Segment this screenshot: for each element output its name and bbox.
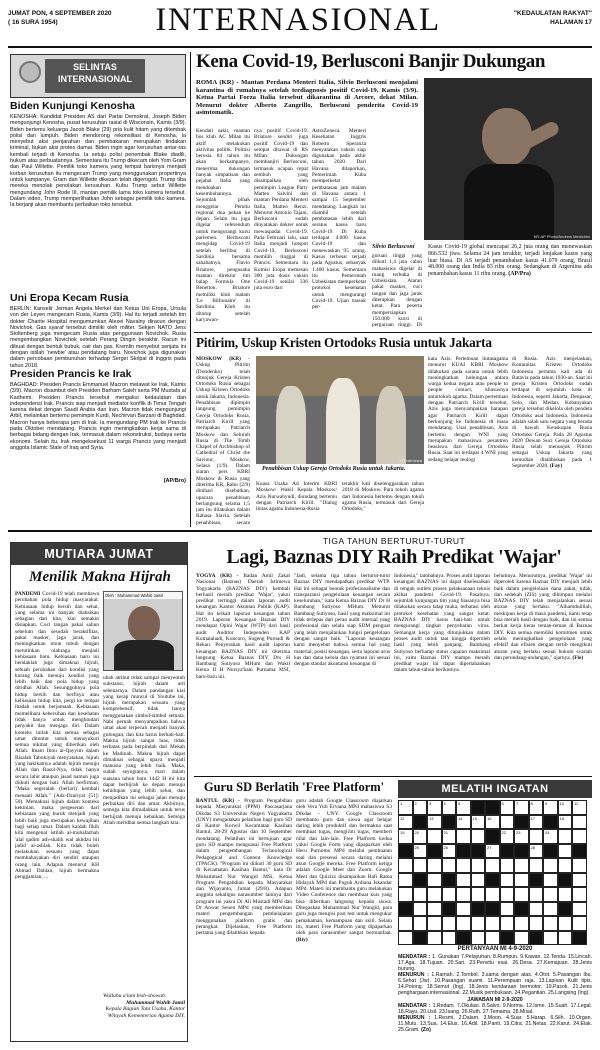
baznas-rule xyxy=(194,776,592,777)
masthead-page: HALAMAN 17 xyxy=(550,19,592,26)
mutiara-col-1 xyxy=(15,591,99,1039)
crossword-cell xyxy=(572,858,587,873)
crossword-cell xyxy=(572,887,587,902)
crossword-cell: 23 xyxy=(514,829,529,844)
selintas-body: BERLIN: Kanselir Jerman Angela Merkel dan Ketua Uni Eropa, Ursula von der Leyen mengecam Rusia, Kamis (3/9). Hal itu terjadi setelah tim dokter Charite Hospital mengumumkan Alexei Navalny diracun dengan Novichok. Gas syaraf tersebut dimiliki oleh militer. Sekjen NATO Jens Stoltenberg juga mengecam Rusia atas penggunaan Novichok. Rusia mengembangkan Novichok setelah Perang Dingin berakhir. Racun ini dibuat dengan bentuk bubuk, cair dan gas. Kremlin menyebut senjata ini dengan istilah 'newbie' atau pendatang baru. Novichok juga digunakan dalam percobaan pembunuhan terhadap Sergei Skripal di Inggris pada tahun 2018. xyxy=(10,306,186,368)
crossword-cell xyxy=(558,829,573,844)
baznas-dateline: YOGYA (KR) - xyxy=(196,573,239,579)
masthead xyxy=(8,2,592,44)
crossword-cell: 6 xyxy=(500,800,515,815)
mutiara-col-1-text: Covid-19 telah membawa perubahan pola hidup masyarakat. Kebiasaan hidup bersih dan sehat, yang selama ini banyak diabaikan sebagian dari kita, kini semakin disiapkan. Cuci tangan pakai sabun sebelum dan sesudah beraktifitas, pakai masker, jaga jarak, dan meningkatkan imun tubuh dengan merutinkan olahraga menjadi kebiasaan baru. Kebiasaan baru ini hendaklah juga dimaknai hijrah, sebuah perubahan dari kondisi yang kurang baik menuju kondisi yang lebih baik dan pola hidup yang diridhai Allah. Sesungguhnya pola hidup bersih dan berfisya atau kebiasaan hidup kita, pergi ke tempat ibadah untuk berjamaah. Kebiasaan memelihara kebersihan dan kesehatan tidak hanya untuk menghindari penyakit dan menjaga diri. Dalam konteks inilah kita semua sebagai umat dituntut untuk mensyukuri semua nikmat yang diberikan oleh Allah. Imam Ibnu al-Qayyim dalam Risalah Tabukiyah menyatakan, hijrah yang hakikatnya adalah hijrah menuju Allah dan Rasul-Nya, tidak hanya secara lahir ataupun jasad namun juga diikuti dengan hati. Allah berfirman, "Maka segeralah (berlari) kembali menaati Allah." (Adz-Dzariyat [51]: 50). Memaknai hijrah dalam konteks kekinian, maka pergeseran dari kebiasaan yang buruk menjadi yang lebih baik juga merupakan kewajiban bagi setiap umat. Dalam kaidah fikih kita mengenal istilah al-muhafazhah 'alal qadim ash-shalih wal akhdzu bil jadid al-ashlah. Kita tidak boleh melakukan sesuatu yang dapat membahayakan diri sendiri ataupun orang lain. Adapun menurut KH Ahmad Dahlan, hijrah bermakna penggantian, ... xyxy=(15,591,99,881)
crossword-cell xyxy=(514,902,529,917)
photo-credit: KR-istimewa xyxy=(399,458,422,463)
crossword-cell xyxy=(427,902,442,917)
author-name: Muhammad Wahib Jamil xyxy=(126,999,185,1006)
selintas-badge xyxy=(10,54,186,98)
crossword-cell: 24 xyxy=(543,829,558,844)
crossword-cell xyxy=(485,858,500,873)
crossword-cell xyxy=(456,858,471,873)
sidebar-divider xyxy=(190,52,191,527)
baznas-col-2: "Jadi, selama tiga tahun berturut-turut Baznas DIY mendapatkan predikat WTP. Hal ini sebagai bentuk profesionalisme dan transparansi pengelolaan keuangan secara keseluruhan," kata Ketua Baznas DIY Dr H Bambang Sutiyoso MHum. Menurut Bambang Sutiyoso, hasil yang maksimal ini tidak terlepas dari peran audit internal yang profesional dan selalu siap SDM penguat yang telah menjalankan fungsi pengelolaan dengan sangat baik. "Laporan keuangan kami menyebut bahwa semua hal yang material, posisi keuangan, serta laporan arus kas dan dana kelola dan nyaman ini sesuai dengan standar akuntansi keuangan di xyxy=(294,573,390,668)
crossword-cell xyxy=(427,829,442,844)
crossword-cell xyxy=(514,931,529,946)
crossword-cell xyxy=(485,887,500,902)
crossword-cell xyxy=(485,931,500,946)
crossword-cell xyxy=(456,829,471,844)
crossword-cell: 9 xyxy=(543,800,558,815)
crossword-cell xyxy=(427,858,442,873)
second-caption: Penahbisan Uskup Gereja Ortodoks Rusia untuk Jakarta. xyxy=(262,466,406,472)
masthead-paper: "KEDAULATAN RAKYAT" xyxy=(513,10,592,17)
crossword-cell xyxy=(485,829,500,844)
crossword-cell xyxy=(427,916,442,931)
menurun-label: MENURUN : xyxy=(398,972,429,978)
crossword-cell xyxy=(529,931,544,946)
second-col-4 xyxy=(512,356,592,526)
baznas-col-1-text: Badan Amil Zakat Nasional (Baznas) Daerah Istimewa Yogyakarta (BAZNAS DIY) kembali berhasil meraih predikat 'Wajar', yakni predikat tertinggi dalam laporan audit keuangan Kantor Akuntan Publik (KAP). Hal itu terkait laporan keuangan tahun 2019. Laporan Keuangan Baznas DIY mendapat Opini Wajar (WTP) dari hasil audit Auditor Independen KAP Kumalahadi, Kuncoro, Sugeng Purnadi & Rekan. Penyerahan hasil audit laporan keuangan BAZNAS DIY ini diterima langsung Ketua Baznas DIY Drs H Bambang Sutiyoso MHum dan Wakil Ketua II H Nursya'bani Purnama MSI, baru-baru ini. xyxy=(196,573,290,680)
crossword-cell xyxy=(398,844,413,859)
lead-dateline: ROMA (KR) - xyxy=(196,79,239,86)
mendatar-clues: 1. Gunakan 7.Pelayuhan. 8.Rumpun. 9.Kawan. 12.Tenda. 15.Lincah. 17.Aga. 18.Tujuan. 20.Sari. 23.Penvitu esai. 26.Desa. 27.Kemajuan. 28.Jenis burung. xyxy=(398,954,592,972)
crossword-cell xyxy=(398,887,413,902)
crossword-cell: 14 xyxy=(456,815,471,830)
article-credit: (Fay) xyxy=(549,463,563,470)
selintas-headline: Uni Eropa Kecam Rusia xyxy=(10,292,129,304)
lead-rule xyxy=(194,332,592,333)
crossword-cell: 18 xyxy=(558,815,573,830)
crossword-cell: 22 xyxy=(500,829,515,844)
crossword-cell xyxy=(514,873,529,888)
crossword-cell xyxy=(514,815,529,830)
lead-intro xyxy=(196,79,418,117)
crossword-cell xyxy=(543,873,558,888)
crossword-cell xyxy=(500,916,515,931)
mutiara-col-2: ubah atribut tidak sampai menyentuh substansi, hijrah dalam arti sebenarnya. Dalam pandangan kiai yang kerap muncul di Youtube ini, hijrah merupakan sesuatu yang komprehensif, tidak hanya menggunakan simbol-simbol semata. Nabi pernah menyampaikan bahwa umat akan terpecah menjadi banyak golongan, dan kita harus berhati-hati. Makna hijrah sangat luas, tidak terbatas pada berpindah dari Mekah ke Madinah. Makna hijrah dapat dimaknai sebagai upaya menjadi manusia yang lebih baik. Maka, sudah seyogianya, mari dalam suasana tahun baru 1442 H ini kita dapat berhijrah ke depan menuju kehidupan yang lebih sehat, dan menjadikan ini sebagai jalan menuju perbaikan diri dan umat. Akhirnya, semoga kita dimudahkan untuk terus berhijrah menuju kebaikan. Semoga Allah meridhai semua langkah kita. xyxy=(103,675,185,826)
crossword-cell xyxy=(543,916,558,931)
crossword-cell xyxy=(529,873,544,888)
mendatar-label: MENDATAR : xyxy=(398,954,431,960)
crossword-cell: 11 xyxy=(572,800,587,815)
jw-menurun-label: MENURUN : xyxy=(398,1015,431,1021)
article-credit: (Zo) xyxy=(421,1027,431,1033)
crossword-cell xyxy=(558,916,573,931)
crossword-cell xyxy=(558,844,573,859)
crossword-cell: 10 xyxy=(558,800,573,815)
mutiara-banner: MUTIARA JUMAT xyxy=(11,543,187,565)
crossword-cell xyxy=(471,931,486,946)
crossword-cell: 15 xyxy=(471,815,486,830)
crossword-cell xyxy=(558,858,573,873)
crossword-cell: 4 xyxy=(442,800,457,815)
crossword-cell xyxy=(514,844,529,859)
crossword-cell xyxy=(456,902,471,917)
crossword-cell xyxy=(558,873,573,888)
section-title: INTERNASIONAL xyxy=(155,2,441,38)
lead-col-4: guruan tinggi yang diikuti 1,4 juta calon mahasiswa digelar di ruang terbuka di Uzbekistan. Ataran pakai masker, cuci tangan dan jaga jarak diterapkan dengan ketat. Para peserta mempersiapkan 150.000 kursi di perguruan tinggi. Di xyxy=(372,253,422,329)
crossword-cell xyxy=(500,858,515,873)
second-col-4-text: di Rusia. Azis menjelaskan, Komunitas Kristen Ortodoks Indonesia pertama kali ada di Batavia pada tahun 1930-an. Saat ini gereja Kristen Ortodoks sudah terdapat di sejumlah kota di Indonesia, seperti Jakarta, Denpasar, Solo, dan Medan. Kebanyakan gereja tersebut dikelola oleh pendeta Ortodoks asal Indonesia. Indonesia adalah salah satu negara yang berada di bawah Keuskupan Rusia Ortodoks Gereja. Pada 28 Agustus 2020 Dewan Suci Gereja Ortodoks Rusia telah menunjuk Pitirim sebagai Uskup Jakarta yang kemudian ditahbiskan pada 1 September 2020. xyxy=(512,356,592,470)
crossword-cell xyxy=(413,815,428,830)
crossword-cell xyxy=(456,916,471,931)
crossword-cell xyxy=(471,873,486,888)
jawaban-title: JAWABAN MI 2-9-2020 xyxy=(467,997,523,1003)
crossword-cell xyxy=(485,916,500,931)
crossword-cell xyxy=(442,887,457,902)
crossword-cell xyxy=(572,931,587,946)
tts-questions xyxy=(398,954,592,1033)
selintas-article-1 xyxy=(10,100,186,290)
selintas-body: BAGHDAD: Presiden Prancis Emmanuel Macron melawat ke Irak, Kamis (3/9). Macron disambut oleh Presiden Barham Saleh serta PM Mustafa al Kadhemi. Presiden Prancis tersebut mengakui kedaulatan dan independensi Irak. Prancis siap menjadi mediator konflik di Timur Tengah karena dekat dengan Saudi Arabia dan Iran. Macron tidak mengunjungi Arbil, melainkan bertemu pemimpin Kurdi, Nechirvan Barzani di Baghdad. Macron hanya beberapa jam di Irak. Ia mengundang PM Irak ke Prancis pada Oktober mendatang. Prancis ingin meningkatkan kerja sama di berbagai bidang dengan Irak, termasuk dalam rekonstruksi, budaya serta ekonomi. Selain itu, Irak mengeksekusi 11 warga Prancis yang menjadi anggota Islamic State of Iraq and Syria. xyxy=(10,382,186,451)
crossword-cell xyxy=(442,858,457,873)
crossword-cell xyxy=(529,902,544,917)
crossword-cell: 2 xyxy=(413,800,428,815)
mutiara-title: Menilik Makna Hijrah xyxy=(29,569,171,585)
photo-caption: Silvio Berlusconi xyxy=(372,244,415,250)
crossword-cell: 20 xyxy=(413,829,428,844)
guru-col-1-text: Program Pengabdian kepada Masyarakat (PPM) Pascasarjana Dikdas S3 Universitas Negeri Yogyakarta (UNY) mengadakan pelatihan bagi guru SD di Kantor Korwil Kecamatan Kasihan Bantul, 28-29 Agustus dan 10 September mendatang. Pelatihan ini bertujuan agar guru SD mampu menguasai Free Platform dalam pengembangan Technological Pedagogical and Content Knowledge (TPACK). "Program ini diikuti 30 guru SD di Kecamatan Kasihan Bantul," kata Dr Muhammad Nur Wangid MSi, Ketua Program Pengabdian kepada Masyarakat dan Wijayanto, Jumat (29/8). Adapun anggota sekaligus narasumber lainnya dari program ini yakni Dr Ali Mustadi MPd dan Dr Anwar Senen MPd yang memberikan materi pengembangan pembelajaran menggunakan platform gratis dan perangkat. Dijelaskan, Free Platform pertama yang dilatihkan kepada xyxy=(196,798,292,937)
baznas-col-1 xyxy=(196,573,290,773)
crossword-cell xyxy=(485,800,500,815)
crossword-cell xyxy=(398,873,413,888)
author-photo xyxy=(103,591,183,671)
crossword-cell xyxy=(529,829,544,844)
crossword-cell xyxy=(543,815,558,830)
crossword-cell xyxy=(471,829,486,844)
crossword-cell xyxy=(413,873,428,888)
crossword-cell xyxy=(413,887,428,902)
jw-mendatar: 1.Redam. 7.Okulasi. 8.Salvo. 9.Norma. 12.Isme. 15.Suah. 17.Legal. 18.Rayu. 20.Usil. 23.Isang. 26.Ruth. 27.Temama. 28.Misal. xyxy=(398,1003,592,1015)
lead-photo xyxy=(424,78,592,240)
crossword-cell xyxy=(413,858,428,873)
crossword-cell: 25 xyxy=(413,844,428,859)
selintas-line1: SELINTAS xyxy=(73,62,117,72)
baznas-col-4 xyxy=(494,573,592,773)
article-credit: (Fie) xyxy=(572,654,584,661)
mutiara-signoff xyxy=(103,993,185,1019)
lead-col-5-text: Kasus Covid-19 global mencapai 26,2 juta orang dan menewaskan 866.532 jiwa. Selama 24 jam terakhir, terjadi lonjakan kasus yang luar biasa. Di AS terjadi penambahan kasus 41.079 orang, Brasil 48.000 orang dan India 83 ribu orang. Sedangkan di Argentina ada penambahan kasus 11 ribu orang. xyxy=(428,244,592,278)
crossword-cell xyxy=(558,931,573,946)
crossword-cell xyxy=(500,815,515,830)
crossword-cell xyxy=(572,844,587,859)
second-col-1-text: Uskup Pitirim (Dondenko) telah ditunjuk Gereja Kristen Ortodoks Rusia sebagai Uskup Kristen Ortodoks untuk Jakarta, Indonesia. Penahbisan dipimpin langsung pemimpin Gereja Ortodoks Rusia, Patriarch Kirill yang merupakan Patriarch Moskow dan Seluruh Rusia di The Tomb Chapel of Archbishop of Cathedral of Christ the Saviour, Moskow, Selasa (1/9). Dalam siaran pers KBRI Moskow di Rusia yang diterima KR, Rabu (2/9) dinihari disebutkan, upacara penahbisan berlangsung selama 1,5 jam itu dilakukan dalam Bahasa Slavia. Setelah penahbisan, secara xyxy=(196,362,250,526)
crossword-cell: 16 xyxy=(485,815,500,830)
crossword-grid xyxy=(398,800,592,944)
baznas-col-4-text: belumnya. Menurutnya, predikat 'Wajar' ini diperoleh karena Baznas DIY menjadi lebih baik dalam pengelolaan dana zakat, infak, dan sedekah (ZIS) yang dihimpun melalui BAZNAS DIY telah menjalankan sesuai aturan yang berlaku. "Alhamdulillah, meskipun kerja di masa pandemi, kami tetap bisa meraih hasil dengan baik, dan ini semua berkat kerja keras teman-teman di Baznas DIY. Kita semua memiliki komitmen untuk selalu meningkatkan pengelolaan yang efektif dan efisien dengan tertib mengikuti aturan yang berlaku sesuai hukum syariah dan perundang-undangan," ujarnya. xyxy=(494,573,592,661)
crossword-cell xyxy=(456,844,471,859)
author-title: Kepala Bagian Tata Usaha, Kantor Wilayah Kementerian Agama DIY. xyxy=(105,1006,185,1019)
crossword-cell: 7 xyxy=(514,800,529,815)
second-col-2a: Kuasa Usaha Ad Interim KBRI Moskow/ Wakil Kepala Moskow/ Azis Nurwahyudi, diundang bertemu dengan Patriarch Kirill. "Dialog lintas agama Indonesia-Rusia xyxy=(256,481,337,513)
crossword-cell xyxy=(456,931,471,946)
crossword-cell xyxy=(514,858,529,873)
crossword-cell xyxy=(500,844,515,859)
crossword-cell xyxy=(572,916,587,931)
crossword-cell xyxy=(558,887,573,902)
selintas-body: KENOSHA: Kandidat Presiden AS dari Partai Demokrat, Joseph Biden mengunjungi Kenosha, pusat kerusuhan rasial di Wisconsin, Kamis (3/9). Biden bertemu keluarga Jacob Blake (29) pria kulit hitam yang ditembak polisi dan lumpuh. Biden mendorong rekonsiliasi di Kenosha, la menyebut aksi penjarahan dan pembakaran merupakan tindakan kriminal, bukan aksi protes damai. Biden ingin agar kerusuhan antar-ras kembali terjadi di Kenosha. Ia setuju polisi penembak Blake diadili, hukum atas perbuatannya. Sementara itu Trump dikecam oleh Yom Gram dan Paul Willette. Pemilik toko kamera yang tempat barisnya menjadi korban kerusuhan itu mengecam Trump yang menggunakan propertinya untuk kampanye. Gram dan Willette dikesan telah digerogoti. Trump tiba mereka menolak penolakan kerusuhan. Kubu Trump sebut Willette mengundang John Rode III, mantan pemilik lama toko kamera tersebut. Dalam video, Trump memperlihatkan John sebagai pemilik toko kamera. Ia berjanji akan membantu perbaikan toko tersebut. xyxy=(10,114,186,209)
crossword-cell: 12 xyxy=(398,815,413,830)
crossword-cell xyxy=(514,916,529,931)
second-photo xyxy=(256,356,424,464)
guru-headline: Guru SD Berlatih 'Free Platform' xyxy=(203,780,385,794)
crossword-cell xyxy=(471,844,486,859)
crossword-cell: 13 xyxy=(427,815,442,830)
second-col-3: kata Azis. Pertemuan lintasagama menurut KUAI KBRI Moskow dilakukan pada sarana untuk lebih meningkatkan hubungan antara warga kedua negara atau people to people contact, khususnya antartokoh agama. Dalam pertemuan dengan Patriarch Kirill tersebut, Azis juga menyampaikan harapan agar Patriarch Kirill dapat berkunjung ke Indonesia di masa mendatang. Usai penahbisan, Azis bertemu dengan WNI yang merupakan mahasiswa pesantren beasiswa dari Gereja Ortodoks Rusia. Saat ini terdapat 4 WNI yang sedang belajar teologi xyxy=(428,356,508,463)
crossword-cell xyxy=(529,916,544,931)
lead-headline: Kena Covid-19, Berlusconi Banjir Dukungan xyxy=(196,51,546,72)
article-credit: (Riy) xyxy=(296,936,308,943)
section-rule xyxy=(8,530,592,532)
baznas-headline: Lagi, Baznas DIY Raih Predikat 'Wajar' xyxy=(226,546,562,568)
crossword-cell xyxy=(427,931,442,946)
crossword-cell xyxy=(471,916,486,931)
lead-intro-text: Mantan Perdana Menteri Italia, Silvio Berlusconi menjalani karantina di rumahnya setelah terdiagnosis positif Covid-19, Kamis (3/9). Ketua Partai Forza Italia tersebut dikarantina di Arcore, dekat Milan. Menurut dokter Alberto Zangrillo, Berlusconi penderita Covid-19 asimtomatik. xyxy=(196,79,419,117)
selintas-line2: INTERNASIONAL xyxy=(58,74,132,84)
crossword-cell xyxy=(558,902,573,917)
crossword-cell xyxy=(442,916,457,931)
article-credit: (AP/Pra) xyxy=(508,271,531,278)
crossword-cell xyxy=(543,887,558,902)
second-dateline: MOSKOW (KR) - xyxy=(196,356,250,362)
author-photo-label: Oleh : Muhammad Wahib Jamil xyxy=(104,592,183,599)
crossword-cell xyxy=(471,800,486,815)
crossword-cell xyxy=(572,829,587,844)
crossword-cell: 19 xyxy=(398,829,413,844)
crossword-cell xyxy=(500,902,515,917)
crossword-cell xyxy=(456,873,471,888)
guru-col-2-text: guru adalah Google Classroom diajarkan oleh Vera Yuli Erviana MPd mahasiswa S3 Dikdas - UNY. Google Classroom membantu guru dan siswa agar belajar daring lebih produktif dan bermakna saat membuat tugas, mengirim tugas, memberi nilai dan lain-lain. Free Platform kedua yakni Google Form yang dipaparkan oleh Heru Purnomo MPd melalui pembuatan soal dan presensi secara daring melalui akun Google mereka. Free Platform ketiga adalah Google Meet dan Zoom. Google Meet dan Quizizz disampaikan Rafi Ratna Hidayah MPd dan Puguh Ardiana Iskandar MPd. Materi ini membantu guru melakukan Video Conference dan membuat kuis yang bisa diberikan langsung kepada siswa. Ditegaskan Muhammad Nur Wangid, para guru juga mengisi post test untuk mengukur pemahaman, kemampuan dan skill. Selain itu, materi Free Platform yang dipaparkan oleh para narasumber sangat bermanfaat. xyxy=(296,798,392,937)
guru-dateline: BANTUL (KR) - xyxy=(196,798,240,804)
crossword-cell: 17 xyxy=(529,815,544,830)
crossword-cell xyxy=(500,887,515,902)
crossword-cell xyxy=(572,873,587,888)
photo-credit: KR-AP Photo/Andrew Medichini xyxy=(533,234,590,239)
crossword-cell xyxy=(514,887,529,902)
selintas-article-3 xyxy=(10,368,186,484)
tts-banner: MELATIH INGATAN xyxy=(398,780,592,798)
crossword-cell xyxy=(398,902,413,917)
tts-title: PERTANYAAN MI 4-9-2020 xyxy=(457,946,533,952)
selintas-headline: Presiden Prancis ke Irak xyxy=(10,368,132,380)
crossword-cell xyxy=(442,902,457,917)
crossword-cell xyxy=(471,887,486,902)
crossword-cell: 1 xyxy=(398,800,413,815)
crossword-cell xyxy=(398,858,413,873)
second-col-2b: terakhir kali diselenggarakan tahun 2018 di Moskow. Para tokoh agama dari Indonesia bertemu dengan tokoh agama Rusia, termasuk dari Gereja Ortodoks," xyxy=(342,481,424,513)
second-col-1 xyxy=(196,356,250,526)
crossword-cell: 27 xyxy=(485,844,500,859)
crossword-cell xyxy=(413,916,428,931)
lead-col-1: Kendati sakit, mantan bos klub AC Milan itu aktif melakukan aktivitas politik. Politisi berusia 84 tahun itu akan berkampanye, menerima dukungan banyak simpatisan dan pejabat Italia yang mendoakan kesembuhannya. Sejumlah pihak menggelar Pemilu regional dua pekan ke depan. Selain itu juga digelar referendum untuk mengurangi kursi parlemen. Berlusconi mengidap Covid-19 setelah berlibur di Sardinia bersama sahabatnya, Flavio Briatore, pengusaha mantan direktur tim balap Formula One Benetton. Briatore memiliki klub malam 'Le Billionaire' di Sardinia. Klub itu ditutup setelah karyawan- xyxy=(196,128,250,323)
crossword-cell xyxy=(427,887,442,902)
article-credit: (AP/Bro) xyxy=(163,478,186,484)
selintas-headline: Biden Kunjungi Kenosha xyxy=(10,100,135,112)
baznas-col-3: Indonesia," tambahnya. Proses audit laporan keuangan BAZNAS ini dapat diselesaikan di tengah outlets proses pelaksanaan teknis akibat pandemi Covid-19. Pasalnya, sejumlah kunjungan tim yang biasanya bisa dilakukan secara tatap muka, terbatasi oleh protokol kesehatan yang sangat ketat. BAZNAS DIY harus hati-hati untuk mengurangi tingkat penyebaran virus. Semangat kerja yang ditunjukkan dalam proses audit untuk taat hingga diperoleh hasil yang lebih panjang. Bambang Sutiyoso berharap status capaian maksimal ini, yaitu Baznas DIY mampu meraih predikat wajar ini dapat dipertahankan dalam tahun-tahun berikutnya. xyxy=(394,573,490,674)
crossword-cell xyxy=(543,844,558,859)
jw-menurun: 1.Resmi. 2.Dalam. 3.Moon. 4.Suar. 5.Harap. 6.Silh. 10.Organ. 11.Mutu. 13.Sua. 14.Elus. 16.Adil. 18.Panti. 19.Citra. 21.Netas. 22.Karut. 24.Elak. 25.Gram. xyxy=(398,1015,592,1033)
crossword-cell: 26 xyxy=(442,844,457,859)
lead-col-5 xyxy=(428,244,592,328)
crossword-cell xyxy=(529,887,544,902)
crossword-cell: 8 xyxy=(529,800,544,815)
crossword-cell: 21 xyxy=(442,829,457,844)
crossword-cell xyxy=(471,858,486,873)
guru-col-1 xyxy=(196,798,292,1044)
baznas-kicker: TIGA TAHUN BERTURUT-TURUT xyxy=(322,536,466,546)
second-headline: Pitirim, Uskup Kristen Ortodoks Rusia untuk Jakarta xyxy=(196,335,492,350)
crossword-cell xyxy=(456,887,471,902)
crossword-cell xyxy=(543,931,558,946)
masthead-date: JUMAT PON, 4 SEPTEMBER 2020 xyxy=(8,10,112,17)
jw-mendatar-label: MENDATAR : xyxy=(398,1003,431,1009)
crossword-cell xyxy=(500,873,515,888)
lead-col-3: AstraZeneca. Menteri Kesehatan Inggris Roberto Speranza menyatakan vaksin siap digunakan pada akhir tahun 2020. Dari Havana dilaporkan, Pemerintah Kuba memperketat pembatasan jam malam di Havana antara 1 sampai 15 September mendatang. Langkah ini diambil setelah pembatasan lebih dari seratus kasus baru Covid-19. Di Kuba terdapat 4.000 kasus Covid-19 dan menewaskan 95 orang. Kasus terbesar terjadi pada Agustus, sebanyak 1.400 kasus. Sementara itu Pemerintah Uzbekistan memperketat protokol kesehatan untuk mengurangi Covid-19. Ujian masuk per- xyxy=(312,128,366,311)
crossword-cell xyxy=(427,873,442,888)
masthead-hijri: ( 16 SURA 1954) xyxy=(8,19,58,26)
crossword-cell xyxy=(413,931,428,946)
crossword-cell: 5 xyxy=(456,800,471,815)
crossword-cell: 3 xyxy=(427,800,442,815)
globe-icon xyxy=(19,61,41,83)
guru-col-2 xyxy=(296,798,392,1044)
menurun-clues: 1.Ramah. 2.Tombol. 3.sama dengan atas. 4.Otot. 5.Pasangan Ibu. 6.Sehat (Jw). 10.Pasangan suami. 11.Perempuan raja. 13.Lapisan Kulit tipis. 14.Potong. 18.Semut (Ing). 18.Jenis kendaraan bermotor. 19.Pasok. 21.Jenis penghargaan internasional. 22.Musik pembukaan. 24.Pegantian. 25.Langsing (Ing). xyxy=(398,972,592,996)
crossword-cell xyxy=(413,902,428,917)
crossword-cell xyxy=(500,931,515,946)
crossword-cell xyxy=(543,858,558,873)
crossword-cell xyxy=(398,931,413,946)
selintas-article-2 xyxy=(10,292,186,368)
crossword-cell xyxy=(543,902,558,917)
crossword-cell xyxy=(529,858,544,873)
crossword-cell xyxy=(572,902,587,917)
crossword-cell xyxy=(442,931,457,946)
crossword-cell xyxy=(485,902,500,917)
sign-quote: Wallahu a'lam bish-showab. xyxy=(103,993,167,999)
crossword-cell xyxy=(442,815,457,830)
crossword-cell xyxy=(471,902,486,917)
crossword-cell: 28 xyxy=(529,844,544,859)
crossword-cell xyxy=(427,844,442,859)
crossword-cell xyxy=(485,873,500,888)
masthead-rule xyxy=(8,46,592,48)
mutiara-dropcap: PANDEMI xyxy=(15,591,41,597)
crossword-cell xyxy=(572,815,587,830)
crossword-cell xyxy=(398,916,413,931)
crossword-cell xyxy=(442,873,457,888)
mutiara-box xyxy=(10,542,188,1042)
lead-col-2: nya positif Covid-19. Briatore sendiri juga positif Covid-19 dan sempat dirawat di RS Milan. Dukungan membanjiri Berlusconi, termasuk ucapan cepat sembuh yang disampaikan oleh pemimpin League Party Matteo Salvini dan mantan Perdana Menteri Italia, Matteo Renzi. Menurut Antonio Tajani, Berlusconi sudah dinyatakan dokter untuk mewaspadai Covid-19. Pada Februari lalu, saat Italia menjadi hotspot Covid-19, Berlusconi memilih tinggal di Prancis. Sementara itu Komisi Eropa memesan 300 juta dosis vaksin Covid-19 senilai 336 juta euro dari xyxy=(254,128,308,292)
